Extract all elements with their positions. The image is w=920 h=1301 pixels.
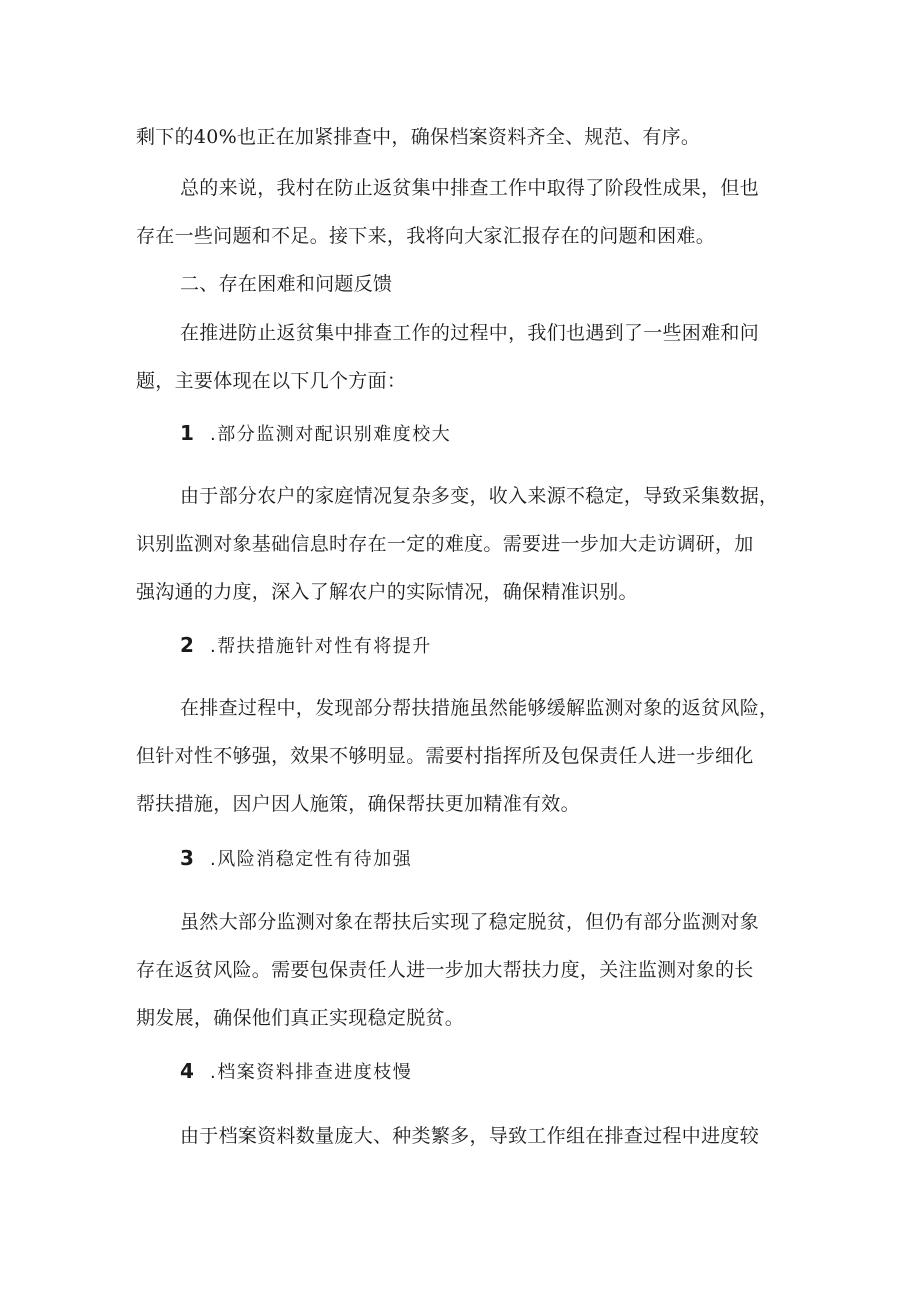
item-title: .档案资料排查进度枝慢 [210, 1062, 413, 1083]
paragraph-line: 在推进防止返贫集中排查工作的过程中，我们也遇到了一些困难和问 [180, 322, 760, 344]
paragraph-line: 存在一些问题和不足。接下来，我将向大家汇报存在的问题和困难。 [136, 225, 716, 247]
item-title: .风险消稳定性有待加强 [210, 849, 413, 870]
paragraph-line: 总的来说，我村在防止返贫集中排查工作中取得了阶段性成果，但也 [180, 177, 760, 199]
paragraph-line: 识别监测对象基础信息时存在一定的难度。需要进一步加大走访调研，加 [136, 533, 754, 555]
paragraph-line: 题，主要体现在以下几个方面： [136, 370, 407, 392]
paragraph-line: 由于部分农户的家庭情况复杂多变，收入来源不稳定，导致采集数据， [180, 485, 779, 507]
paragraph-line: 虽然大部分监测对象在帮扶后实现了稳定脱贫，但仍有部分监测对象 [180, 911, 760, 933]
paragraph-line: 但针对性不够强，效果不够明显。需要村指挥所及包保责任人进一步细化 [136, 745, 754, 767]
item-heading [0, 845, 920, 873]
paragraph-line: 期发展，确保他们真正实现稳定脱贫。 [136, 1007, 465, 1029]
item-heading [0, 632, 920, 660]
paragraph-line: 帮扶措施，因户因人施策，确保帮扶更加精准有效。 [136, 793, 580, 815]
paragraph-line: 存在返贫风险。需要包保责任人进一步加大帮扶力度，关注监测对象的长 [136, 959, 754, 981]
section-title: 二、存在困难和问题反馈 [180, 273, 393, 295]
item-title: .帮扶措施针对性有将提升 [210, 636, 432, 657]
paragraph-line: 强沟通的力度，深入了解农户的实际情况，确保精准识别。 [136, 581, 638, 603]
paragraph-line: 剩下的40%也正在加紧排查中，确保档案资料齐全、规范、有序。 [136, 126, 701, 148]
item-heading [0, 420, 920, 448]
item-number: 4 [180, 1059, 196, 1083]
item-number: 1 [180, 421, 196, 445]
paragraph-line: 在排查过程中，发现部分帮扶措施虽然能够缓解监测对象的返贫风险， [180, 697, 779, 719]
item-title: .部分监测对配识别难度校大 [210, 424, 452, 445]
item-number: 3 [180, 846, 196, 870]
item-heading [0, 1058, 920, 1086]
item-number: 2 [180, 633, 196, 657]
paragraph-line: 由于档案资料数量庞大、种类繁多，导致工作组在排查过程中进度较 [180, 1125, 760, 1147]
